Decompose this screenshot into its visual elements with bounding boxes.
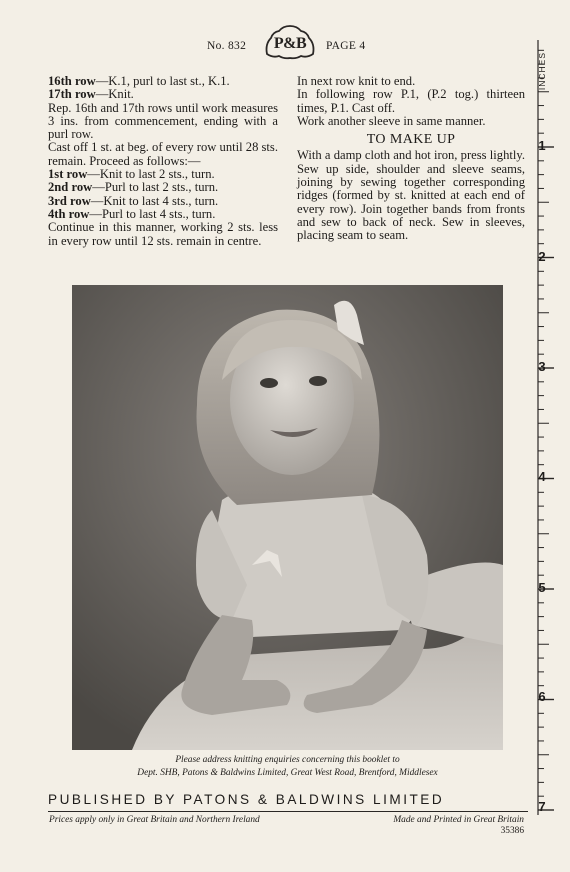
row-text: —K.1, purl to last st., K.1. [95, 74, 230, 88]
ruler-number: 6 [538, 689, 546, 704]
enquiry-note [70, 754, 505, 780]
row-text: Cast off 1 st. at beg. of every row until 28 sts. remain. Proceed as follows:— [48, 140, 278, 168]
instruction-line: Work another sleeve in same manner. [297, 113, 486, 128]
enquiry-line: Please address knitting enquiries concerning this booklet to [175, 755, 400, 765]
ruler-number: 4 [538, 469, 546, 484]
instruction-line [48, 75, 278, 88]
instruction-line [48, 208, 278, 221]
inch-ruler [532, 0, 570, 872]
ruler-number: 3 [538, 359, 546, 374]
ruler-number: 7 [538, 799, 546, 814]
page-number: PAGE 4 [326, 40, 366, 52]
ruler-number: 5 [538, 580, 546, 595]
instruction-line: In next row knit to end. [297, 74, 416, 88]
publisher-line: PUBLISHED BY PATONS & BALDWINS LIMITED [48, 792, 445, 807]
row-text: —Knit to last 2 sts., turn. [87, 167, 215, 182]
row-text: Rep. 16th and 17th rows until work measures 3 ins. from commencement, ending with a purl row. [48, 100, 278, 142]
printed-note: Made and Printed in Great Britain [393, 815, 524, 825]
child-photograph [72, 285, 503, 750]
row-label: 1st row [48, 167, 88, 182]
row-label: 17th row [48, 87, 96, 102]
section-heading: TO MAKE UP [366, 132, 456, 148]
row-text: —Knit to last 4 sts., turn. [90, 193, 219, 208]
pb-logo [263, 24, 317, 60]
row-text: Continue in this manner, working 2 sts. less in every row until 12 sts. remain in centre. [48, 220, 278, 248]
footer-divider [48, 811, 528, 812]
ruler-label: INCHES [537, 52, 547, 91]
instruction-line [48, 195, 278, 208]
enquiry-line: Dept. SHB, Patons & Baldwins Limited, Great West Road, Brentford, Middlesex [137, 768, 438, 778]
prices-note: Prices apply only in Great Britain and Northern Ireland [49, 815, 260, 825]
makeup-instructions: With a damp cloth and hot iron, press lightly. Sew up side, shoulder and sleeve seams, joining by sewing together corresponding ridges (formed by st. knitted at each end of every row). Join together bands from fronts and sew to back of neck. Sew in sleeves, placing seam to seam. [297, 148, 525, 243]
ruler-number: 1 [538, 138, 546, 153]
instruction-line: In following row P.1, (P.2 tog.) thirteen times, P.1. Cast off. [297, 87, 525, 115]
row-label: 16th row [48, 74, 96, 88]
row-label: 3rd row [48, 193, 91, 208]
pattern-number: No. 832 [207, 40, 247, 52]
instruction-line [48, 102, 278, 142]
row-text: —Purl to last 4 sts., turn. [89, 206, 216, 221]
instructions-left-column [48, 75, 278, 248]
instruction-line [48, 221, 278, 248]
row-label: 2nd row [48, 180, 93, 195]
ruler-number: 2 [538, 249, 546, 264]
row-text: —Knit. [95, 87, 134, 102]
row-text: —Purl to last 2 sts., turn. [92, 180, 219, 195]
instruction-line [48, 181, 278, 194]
instruction-line [48, 168, 278, 181]
child-in-bolero-image [72, 285, 503, 750]
booklet-code: 35386 [500, 826, 524, 836]
logo-text: P&B [273, 35, 307, 52]
row-label: 4th row [48, 206, 90, 221]
instructions-right-column [297, 75, 525, 243]
instruction-line [48, 88, 278, 101]
instruction-line [48, 141, 278, 168]
